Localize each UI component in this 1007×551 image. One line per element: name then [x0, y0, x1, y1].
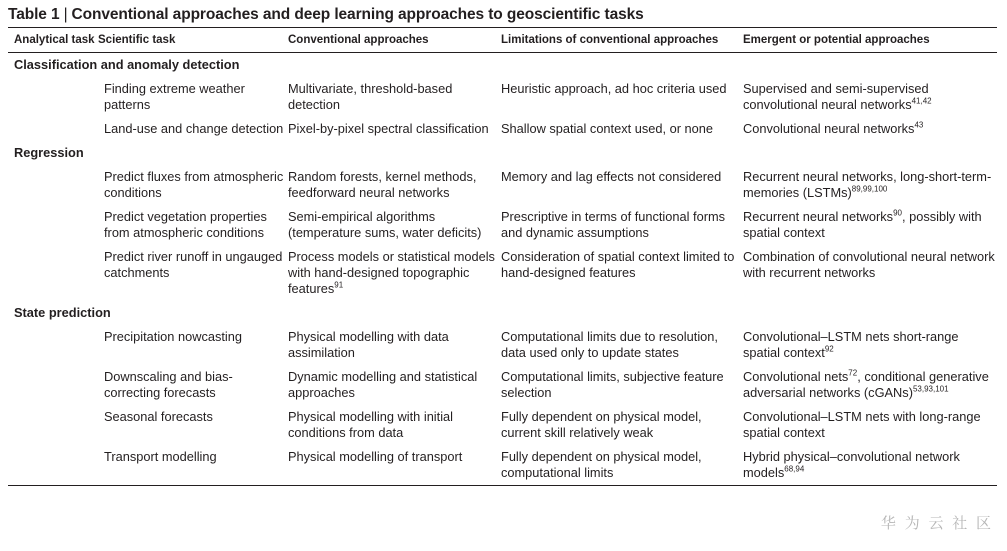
reference-superscript: 68,94	[784, 464, 805, 474]
conventional-cell	[288, 445, 501, 485]
reference-superscript: 41,42	[911, 96, 932, 106]
watermark: 华 为 云 社 区	[880, 514, 993, 532]
limitations-cell: Prescriptive in terms of functional forms and dynamic assumptions	[501, 209, 726, 240]
limitations-cell: Fully dependent on physical model, current skill relatively weak	[501, 409, 702, 440]
approaches-table	[8, 28, 997, 485]
limitations-cell: Fully dependent on physical model, computational limits	[501, 449, 702, 480]
header-emergent: Emergent or potential approaches	[743, 28, 997, 53]
conventional-text: Physical modelling with data assimilation	[288, 329, 449, 360]
section-heading: State prediction	[14, 305, 111, 320]
table-title	[8, 4, 997, 26]
table-row	[8, 117, 997, 141]
analytical-cell	[8, 205, 98, 245]
section-heading: Regression	[14, 145, 84, 160]
header-conventional: Conventional approaches	[288, 28, 501, 53]
analytical-cell	[8, 365, 98, 405]
reference-superscript: 43	[914, 120, 924, 130]
table-container	[8, 4, 997, 486]
section-row	[8, 301, 997, 325]
header-row	[8, 28, 997, 53]
table-row	[8, 205, 997, 245]
scientific-task-cell: Downscaling and bias-correcting forecasts	[104, 369, 233, 400]
analytical-cell	[8, 405, 98, 445]
reference-superscript: 92	[824, 344, 834, 354]
conventional-text: Multivariate, threshold-based detection	[288, 81, 453, 112]
reference-superscript: 89,99,100	[851, 184, 888, 194]
emergent-text: Convolutional neural networks	[743, 121, 915, 136]
emergent-text-tail: , possibly with spatial context	[743, 209, 982, 240]
table-row	[8, 165, 997, 205]
emergent-cell	[743, 205, 997, 245]
emergent-text-tail: , conditional generative adversarial networks (cGANs)	[743, 369, 989, 400]
limitations-cell: Consideration of spatial context limited to hand-designed features	[501, 249, 735, 280]
conventional-text: Semi-empirical algorithms (temperature sums, water deficits)	[288, 209, 482, 240]
analytical-cell	[8, 165, 98, 205]
conventional-cell	[288, 405, 501, 445]
section-row	[8, 141, 997, 165]
emergent-cell	[743, 405, 997, 445]
conventional-text: Random forests, kernel methods, feedforward neural networks	[288, 169, 477, 200]
scientific-task-cell: Land-use and change detection	[104, 121, 284, 136]
header-limitations: Limitations of conventional approaches	[501, 28, 743, 53]
emergent-cell	[743, 117, 997, 141]
reference-superscript: 91	[334, 280, 344, 290]
analytical-cell	[8, 245, 98, 301]
table-body	[8, 53, 997, 486]
title-separator: |	[63, 6, 68, 23]
table-row	[8, 365, 997, 405]
header-analytical-task: Analytical task	[8, 28, 98, 53]
conventional-text: Process models or statistical models with hand-designed topographic features	[288, 249, 495, 296]
conventional-cell	[288, 325, 501, 365]
bottom-rule	[8, 485, 997, 486]
emergent-text: Recurrent neural networks	[743, 209, 894, 224]
emergent-cell	[743, 165, 997, 205]
emergent-cell	[743, 365, 997, 405]
table-row	[8, 325, 997, 365]
limitations-cell: Shallow spatial context used, or none	[501, 121, 713, 136]
limitations-cell: Computational limits, subjective feature selection	[501, 369, 724, 400]
analytical-cell	[8, 325, 98, 365]
scientific-task-cell: Predict fluxes from atmospheric conditions	[104, 169, 284, 200]
analytical-cell	[8, 117, 98, 141]
conventional-text: Physical modelling with initial conditions from data	[288, 409, 454, 440]
emergent-text: Convolutional–LSTM nets with long-range spatial context	[743, 409, 981, 440]
emergent-cell	[743, 245, 997, 301]
conventional-cell	[288, 365, 501, 405]
emergent-text: Recurrent neural networks, long-short-term-memories (LSTMs)	[743, 169, 992, 200]
conventional-cell	[288, 77, 501, 117]
emergent-text: Convolutional–LSTM nets short-range spatial context	[743, 329, 959, 360]
table-label: Table 1	[8, 6, 60, 23]
limitations-cell: Memory and lag effects not considered	[501, 169, 722, 184]
table-row	[8, 245, 997, 301]
emergent-cell	[743, 325, 997, 365]
conventional-cell	[288, 205, 501, 245]
section-heading: Classification and anomaly detection	[14, 57, 240, 72]
reference-superscript: 53,93,101	[912, 384, 949, 394]
scientific-task-cell: Predict river runoff in ungauged catchments	[104, 249, 283, 280]
emergent-text: Combination of convolutional neural network with recurrent networks	[743, 249, 995, 280]
emergent-cell	[743, 445, 997, 485]
reference-superscript: 90	[893, 208, 902, 218]
scientific-task-cell: Predict vegetation properties from atmospheric conditions	[104, 209, 267, 240]
conventional-cell	[288, 117, 501, 141]
conventional-text: Pixel-by-pixel spectral classification	[288, 121, 489, 136]
table-title-text: Conventional approaches and deep learning approaches to geoscientific tasks	[71, 6, 644, 23]
table-row	[8, 445, 997, 485]
scientific-task-cell: Transport modelling	[104, 449, 217, 464]
conventional-text: Physical modelling of transport	[288, 449, 463, 464]
emergent-text: Hybrid physical–convolutional network models	[743, 449, 960, 480]
emergent-text: Supervised and semi-supervised convolutional neural networks	[743, 81, 929, 112]
conventional-text: Dynamic modelling and statistical approaches	[288, 369, 478, 400]
table-row	[8, 405, 997, 445]
scientific-task-cell: Precipitation nowcasting	[104, 329, 242, 344]
limitations-cell: Computational limits due to resolution, data used only to update states	[501, 329, 718, 360]
table-row	[8, 77, 997, 117]
section-row	[8, 53, 997, 78]
scientific-task-cell: Finding extreme weather patterns	[104, 81, 245, 112]
conventional-cell	[288, 165, 501, 205]
analytical-cell	[8, 77, 98, 117]
analytical-cell	[8, 445, 98, 485]
emergent-text: Convolutional nets	[743, 369, 849, 384]
conventional-cell	[288, 245, 501, 301]
scientific-task-cell: Seasonal forecasts	[104, 409, 213, 424]
emergent-cell	[743, 77, 997, 117]
limitations-cell: Heuristic approach, ad hoc criteria used	[501, 81, 727, 96]
header-scientific-task: Scientific task	[98, 28, 288, 53]
reference-superscript: 72	[848, 368, 858, 378]
